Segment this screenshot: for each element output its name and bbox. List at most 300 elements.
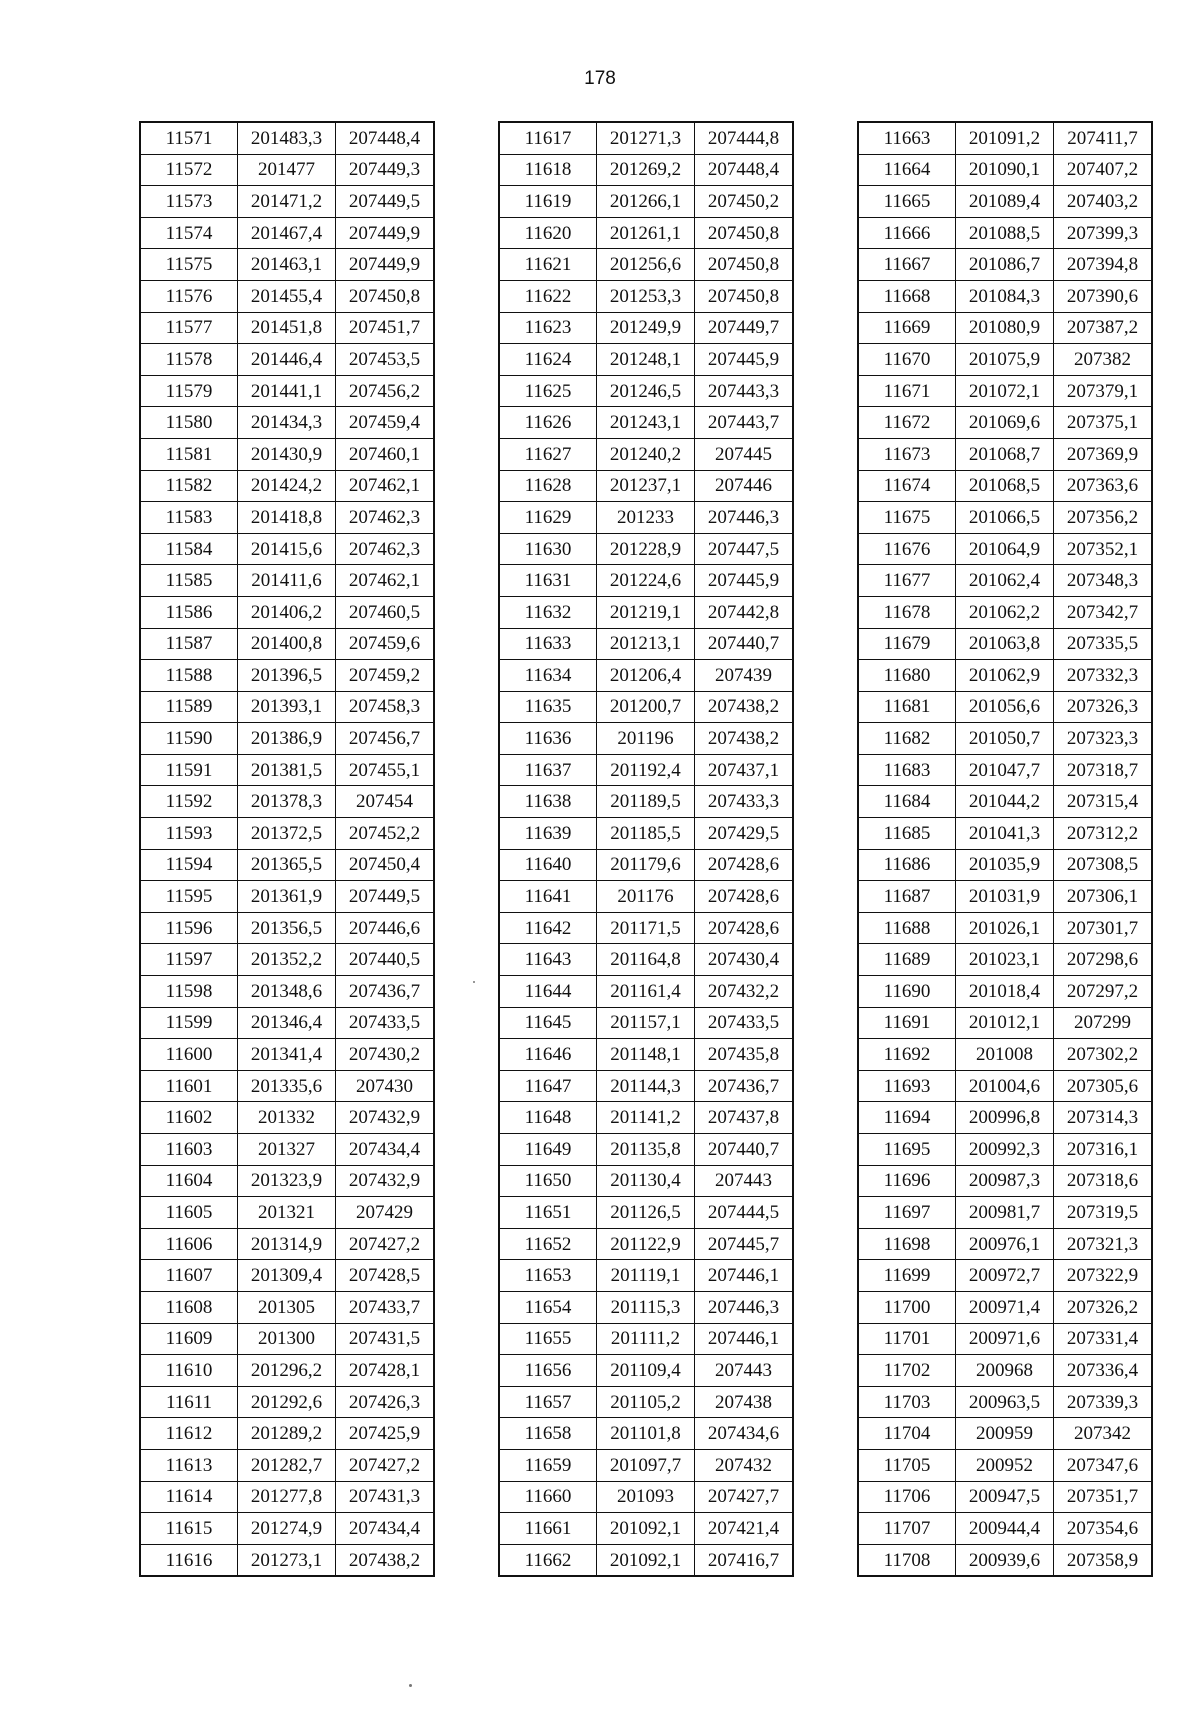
point-number-cell: 11707 — [858, 1513, 956, 1545]
table-row — [140, 1007, 434, 1039]
table-row — [140, 1165, 434, 1197]
y-coordinate-cell: 207462,3 — [336, 533, 435, 565]
y-coordinate-cell: 207449,7 — [695, 312, 794, 344]
point-number-cell: 11637 — [499, 754, 597, 786]
table-row — [140, 1197, 434, 1229]
table-row — [858, 1197, 1152, 1229]
point-number-cell: 11665 — [858, 186, 956, 218]
table-row — [140, 1323, 434, 1355]
table-row — [499, 1323, 793, 1355]
table-row — [858, 1513, 1152, 1545]
table-row — [140, 1291, 434, 1323]
y-coordinate-cell: 207302,2 — [1054, 1039, 1153, 1071]
y-coordinate-cell: 207459,4 — [336, 407, 435, 439]
scan-speck — [409, 1684, 412, 1687]
x-coordinate-cell: 201335,6 — [238, 1070, 336, 1102]
x-coordinate-cell: 201415,6 — [238, 533, 336, 565]
y-coordinate-cell: 207430,2 — [336, 1039, 435, 1071]
table-row — [140, 533, 434, 565]
point-number-cell: 11624 — [499, 344, 597, 376]
y-coordinate-cell: 207426,3 — [336, 1386, 435, 1418]
y-coordinate-cell: 207407,2 — [1054, 154, 1153, 186]
y-coordinate-cell: 207433,7 — [336, 1291, 435, 1323]
point-number-cell: 11597 — [140, 944, 238, 976]
table-row — [140, 280, 434, 312]
x-coordinate-cell: 201253,3 — [597, 280, 695, 312]
point-number-cell: 11634 — [499, 660, 597, 692]
y-coordinate-cell: 207437,8 — [695, 1102, 794, 1134]
y-coordinate-cell: 207449,5 — [336, 881, 435, 913]
table-row — [499, 565, 793, 597]
x-coordinate-cell: 201080,9 — [956, 312, 1054, 344]
point-number-cell: 11682 — [858, 723, 956, 755]
table-row — [140, 1355, 434, 1387]
y-coordinate-cell: 207326,2 — [1054, 1291, 1153, 1323]
x-coordinate-cell: 201062,9 — [956, 660, 1054, 692]
y-coordinate-cell: 207434,4 — [336, 1134, 435, 1166]
x-coordinate-cell: 201157,1 — [597, 1007, 695, 1039]
x-coordinate-cell: 201130,4 — [597, 1165, 695, 1197]
x-coordinate-cell: 201092,1 — [597, 1513, 695, 1545]
table-row — [499, 1386, 793, 1418]
y-coordinate-cell: 207443 — [695, 1355, 794, 1387]
point-number-cell: 11686 — [858, 849, 956, 881]
point-number-cell: 11692 — [858, 1039, 956, 1071]
table-row — [140, 375, 434, 407]
y-coordinate-cell: 207411,7 — [1054, 122, 1153, 154]
table-row — [499, 1513, 793, 1545]
x-coordinate-cell: 201109,4 — [597, 1355, 695, 1387]
x-coordinate-cell: 201305 — [238, 1291, 336, 1323]
table-row — [499, 1070, 793, 1102]
table-row — [499, 786, 793, 818]
point-number-cell: 11610 — [140, 1355, 238, 1387]
point-number-cell: 11700 — [858, 1291, 956, 1323]
y-coordinate-cell: 207421,4 — [695, 1513, 794, 1545]
x-coordinate-cell: 201072,1 — [956, 375, 1054, 407]
point-number-cell: 11589 — [140, 691, 238, 723]
y-coordinate-cell: 207435,8 — [695, 1039, 794, 1071]
y-coordinate-cell: 207403,2 — [1054, 186, 1153, 218]
point-number-cell: 11599 — [140, 1007, 238, 1039]
x-coordinate-cell: 201050,7 — [956, 723, 1054, 755]
y-coordinate-cell: 207316,1 — [1054, 1134, 1153, 1166]
point-number-cell: 11683 — [858, 754, 956, 786]
x-coordinate-cell: 201091,2 — [956, 122, 1054, 154]
x-coordinate-cell: 201346,4 — [238, 1007, 336, 1039]
table-row — [499, 186, 793, 218]
y-coordinate-cell: 207431,3 — [336, 1481, 435, 1513]
point-number-cell: 11652 — [499, 1228, 597, 1260]
point-number-cell: 11693 — [858, 1070, 956, 1102]
y-coordinate-cell: 207432,9 — [336, 1165, 435, 1197]
point-number-cell: 11681 — [858, 691, 956, 723]
table-row — [140, 912, 434, 944]
y-coordinate-cell: 207436,7 — [695, 1070, 794, 1102]
x-coordinate-cell: 201084,3 — [956, 280, 1054, 312]
x-coordinate-cell: 201365,5 — [238, 849, 336, 881]
point-number-cell: 11647 — [499, 1070, 597, 1102]
y-coordinate-cell: 207438,2 — [695, 691, 794, 723]
table-row — [858, 723, 1152, 755]
x-coordinate-cell: 200976,1 — [956, 1228, 1054, 1260]
x-coordinate-cell: 201289,2 — [238, 1418, 336, 1450]
y-coordinate-cell: 207433,5 — [336, 1007, 435, 1039]
y-coordinate-cell: 207315,4 — [1054, 786, 1153, 818]
point-number-cell: 11626 — [499, 407, 597, 439]
x-coordinate-cell: 201271,3 — [597, 122, 695, 154]
x-coordinate-cell: 201122,9 — [597, 1228, 695, 1260]
y-coordinate-cell: 207326,3 — [1054, 691, 1153, 723]
point-number-cell: 11587 — [140, 628, 238, 660]
point-number-cell: 11579 — [140, 375, 238, 407]
point-number-cell: 11676 — [858, 533, 956, 565]
y-coordinate-cell: 207460,1 — [336, 438, 435, 470]
x-coordinate-cell: 201424,2 — [238, 470, 336, 502]
point-number-cell: 11617 — [499, 122, 597, 154]
table-row — [499, 1291, 793, 1323]
y-coordinate-cell: 207459,6 — [336, 628, 435, 660]
point-number-cell: 11574 — [140, 217, 238, 249]
x-coordinate-cell: 201176 — [597, 881, 695, 913]
y-coordinate-cell: 207452,2 — [336, 818, 435, 850]
x-coordinate-cell: 201161,4 — [597, 976, 695, 1008]
y-coordinate-cell: 207427,2 — [336, 1449, 435, 1481]
y-coordinate-cell: 207352,1 — [1054, 533, 1153, 565]
table-row — [858, 1039, 1152, 1071]
y-coordinate-cell: 207450,4 — [336, 849, 435, 881]
y-coordinate-cell: 207428,6 — [695, 881, 794, 913]
x-coordinate-cell: 201240,2 — [597, 438, 695, 470]
point-number-cell: 11670 — [858, 344, 956, 376]
y-coordinate-cell: 207351,7 — [1054, 1481, 1153, 1513]
y-coordinate-cell: 207449,3 — [336, 154, 435, 186]
point-number-cell: 11663 — [858, 122, 956, 154]
y-coordinate-cell: 207442,8 — [695, 596, 794, 628]
x-coordinate-cell: 200972,7 — [956, 1260, 1054, 1292]
table-row — [499, 1197, 793, 1229]
y-coordinate-cell: 207455,1 — [336, 754, 435, 786]
x-coordinate-cell: 200981,7 — [956, 1197, 1054, 1229]
table-row — [858, 344, 1152, 376]
y-coordinate-cell: 207390,6 — [1054, 280, 1153, 312]
table-row — [499, 1418, 793, 1450]
y-coordinate-cell: 207332,3 — [1054, 660, 1153, 692]
y-coordinate-cell: 207445,9 — [695, 565, 794, 597]
point-number-cell: 11613 — [140, 1449, 238, 1481]
point-number-cell: 11638 — [499, 786, 597, 818]
x-coordinate-cell: 201047,7 — [956, 754, 1054, 786]
y-coordinate-cell: 207339,3 — [1054, 1386, 1153, 1418]
x-coordinate-cell: 201066,5 — [956, 502, 1054, 534]
point-number-cell: 11705 — [858, 1449, 956, 1481]
point-number-cell: 11646 — [499, 1039, 597, 1071]
y-coordinate-cell: 207462,3 — [336, 502, 435, 534]
x-coordinate-cell: 201088,5 — [956, 217, 1054, 249]
table-row — [858, 1228, 1152, 1260]
y-coordinate-cell: 207382 — [1054, 344, 1153, 376]
y-coordinate-cell: 207447,5 — [695, 533, 794, 565]
point-number-cell: 11576 — [140, 280, 238, 312]
point-number-cell: 11704 — [858, 1418, 956, 1450]
point-number-cell: 11696 — [858, 1165, 956, 1197]
x-coordinate-cell: 201062,2 — [956, 596, 1054, 628]
y-coordinate-cell: 207429 — [336, 1197, 435, 1229]
table-row — [499, 122, 793, 154]
point-number-cell: 11680 — [858, 660, 956, 692]
x-coordinate-cell: 201243,1 — [597, 407, 695, 439]
y-coordinate-cell: 207450,8 — [695, 249, 794, 281]
point-number-cell: 11687 — [858, 881, 956, 913]
table-row — [140, 628, 434, 660]
y-coordinate-cell: 207450,2 — [695, 186, 794, 218]
point-number-cell: 11627 — [499, 438, 597, 470]
table-row — [140, 1070, 434, 1102]
y-coordinate-cell: 207437,1 — [695, 754, 794, 786]
table-row — [499, 1260, 793, 1292]
point-number-cell: 11598 — [140, 976, 238, 1008]
point-number-cell: 11706 — [858, 1481, 956, 1513]
y-coordinate-cell: 207449,9 — [336, 249, 435, 281]
table-row — [140, 565, 434, 597]
table-row — [499, 154, 793, 186]
point-number-cell: 11667 — [858, 249, 956, 281]
x-coordinate-cell: 201089,4 — [956, 186, 1054, 218]
point-number-cell: 11656 — [499, 1355, 597, 1387]
point-number-cell: 11703 — [858, 1386, 956, 1418]
point-number-cell: 11575 — [140, 249, 238, 281]
y-coordinate-cell: 207450,8 — [695, 280, 794, 312]
point-number-cell: 11612 — [140, 1418, 238, 1450]
y-coordinate-cell: 207438,2 — [695, 723, 794, 755]
x-coordinate-cell: 201171,5 — [597, 912, 695, 944]
y-coordinate-cell: 207448,4 — [695, 154, 794, 186]
point-number-cell: 11625 — [499, 375, 597, 407]
point-number-cell: 11660 — [499, 1481, 597, 1513]
y-coordinate-cell: 207450,8 — [336, 280, 435, 312]
x-coordinate-cell: 201179,6 — [597, 849, 695, 881]
x-coordinate-cell: 201069,6 — [956, 407, 1054, 439]
x-coordinate-cell: 201144,3 — [597, 1070, 695, 1102]
x-coordinate-cell: 201246,5 — [597, 375, 695, 407]
table-row — [858, 438, 1152, 470]
point-number-cell: 11673 — [858, 438, 956, 470]
table-row — [499, 881, 793, 913]
y-coordinate-cell: 207440,7 — [695, 628, 794, 660]
table-row — [140, 438, 434, 470]
point-number-cell: 11604 — [140, 1165, 238, 1197]
x-coordinate-cell: 201185,5 — [597, 818, 695, 850]
x-coordinate-cell: 201068,7 — [956, 438, 1054, 470]
x-coordinate-cell: 201115,3 — [597, 1291, 695, 1323]
x-coordinate-cell: 201467,4 — [238, 217, 336, 249]
table-row — [499, 533, 793, 565]
y-coordinate-cell: 207318,7 — [1054, 754, 1153, 786]
x-coordinate-cell: 201386,9 — [238, 723, 336, 755]
table-row — [858, 1102, 1152, 1134]
table-row — [858, 470, 1152, 502]
point-number-cell: 11645 — [499, 1007, 597, 1039]
y-coordinate-cell: 207299 — [1054, 1007, 1153, 1039]
x-coordinate-cell: 201477 — [238, 154, 336, 186]
point-number-cell: 11590 — [140, 723, 238, 755]
y-coordinate-cell: 207379,1 — [1054, 375, 1153, 407]
point-number-cell: 11654 — [499, 1291, 597, 1323]
point-number-cell: 11698 — [858, 1228, 956, 1260]
table-row — [499, 375, 793, 407]
y-coordinate-cell: 207342 — [1054, 1418, 1153, 1450]
point-number-cell: 11578 — [140, 344, 238, 376]
table-row — [858, 818, 1152, 850]
x-coordinate-cell: 201141,2 — [597, 1102, 695, 1134]
point-number-cell: 11675 — [858, 502, 956, 534]
x-coordinate-cell: 201441,1 — [238, 375, 336, 407]
point-number-cell: 11607 — [140, 1260, 238, 1292]
table-row — [140, 1134, 434, 1166]
point-number-cell: 11629 — [499, 502, 597, 534]
point-number-cell: 11583 — [140, 502, 238, 534]
table-row — [858, 1481, 1152, 1513]
x-coordinate-cell: 201031,9 — [956, 881, 1054, 913]
table-row — [140, 470, 434, 502]
point-number-cell: 11595 — [140, 881, 238, 913]
table-row — [858, 1165, 1152, 1197]
point-number-cell: 11632 — [499, 596, 597, 628]
y-coordinate-cell: 207451,7 — [336, 312, 435, 344]
x-coordinate-cell: 200952 — [956, 1449, 1054, 1481]
x-coordinate-cell: 201269,2 — [597, 154, 695, 186]
point-number-cell: 11669 — [858, 312, 956, 344]
x-coordinate-cell: 201012,1 — [956, 1007, 1054, 1039]
y-coordinate-cell: 207354,6 — [1054, 1513, 1153, 1545]
table-row — [499, 1134, 793, 1166]
x-coordinate-cell: 201086,7 — [956, 249, 1054, 281]
point-number-cell: 11606 — [140, 1228, 238, 1260]
coordinate-table-1 — [139, 121, 435, 1577]
y-coordinate-cell: 207446,1 — [695, 1260, 794, 1292]
x-coordinate-cell: 201206,4 — [597, 660, 695, 692]
x-coordinate-cell: 201372,5 — [238, 818, 336, 850]
point-number-cell: 11679 — [858, 628, 956, 660]
x-coordinate-cell: 201249,9 — [597, 312, 695, 344]
x-coordinate-cell: 201396,5 — [238, 660, 336, 692]
y-coordinate-cell: 207301,7 — [1054, 912, 1153, 944]
x-coordinate-cell: 201378,3 — [238, 786, 336, 818]
point-number-cell: 11585 — [140, 565, 238, 597]
x-coordinate-cell: 201446,4 — [238, 344, 336, 376]
point-number-cell: 11588 — [140, 660, 238, 692]
point-number-cell: 11628 — [499, 470, 597, 502]
point-number-cell: 11623 — [499, 312, 597, 344]
table-row — [858, 533, 1152, 565]
table-row — [858, 1418, 1152, 1450]
x-coordinate-cell: 201393,1 — [238, 691, 336, 723]
table-row — [858, 186, 1152, 218]
x-coordinate-cell: 200992,3 — [956, 1134, 1054, 1166]
point-number-cell: 11658 — [499, 1418, 597, 1450]
x-coordinate-cell: 201092,1 — [597, 1544, 695, 1576]
x-coordinate-cell: 201292,6 — [238, 1386, 336, 1418]
x-coordinate-cell: 201063,8 — [956, 628, 1054, 660]
table-row — [858, 249, 1152, 281]
point-number-cell: 11596 — [140, 912, 238, 944]
point-number-cell: 11691 — [858, 1007, 956, 1039]
y-coordinate-cell: 207449,5 — [336, 186, 435, 218]
x-coordinate-cell: 201111,2 — [597, 1323, 695, 1355]
x-coordinate-cell: 201064,9 — [956, 533, 1054, 565]
point-number-cell: 11678 — [858, 596, 956, 628]
table-row — [140, 849, 434, 881]
point-number-cell: 11677 — [858, 565, 956, 597]
point-number-cell: 11600 — [140, 1039, 238, 1071]
y-coordinate-cell: 207363,6 — [1054, 470, 1153, 502]
x-coordinate-cell: 201352,2 — [238, 944, 336, 976]
x-coordinate-cell: 201381,5 — [238, 754, 336, 786]
point-number-cell: 11642 — [499, 912, 597, 944]
x-coordinate-cell: 201411,6 — [238, 565, 336, 597]
x-coordinate-cell: 201192,4 — [597, 754, 695, 786]
x-coordinate-cell: 201056,6 — [956, 691, 1054, 723]
table-row — [140, 881, 434, 913]
y-coordinate-cell: 207446,3 — [695, 502, 794, 534]
y-coordinate-cell: 207323,3 — [1054, 723, 1153, 755]
point-number-cell: 11651 — [499, 1197, 597, 1229]
point-number-cell: 11572 — [140, 154, 238, 186]
y-coordinate-cell: 207438,2 — [336, 1544, 435, 1576]
point-number-cell: 11685 — [858, 818, 956, 850]
x-coordinate-cell: 201044,2 — [956, 786, 1054, 818]
table-row — [140, 217, 434, 249]
y-coordinate-cell: 207446,1 — [695, 1323, 794, 1355]
coordinate-table-2 — [498, 121, 794, 1577]
table-row — [858, 502, 1152, 534]
x-coordinate-cell: 201273,1 — [238, 1544, 336, 1576]
table-row — [499, 596, 793, 628]
x-coordinate-cell: 201361,9 — [238, 881, 336, 913]
table-row — [140, 818, 434, 850]
x-coordinate-cell: 200959 — [956, 1418, 1054, 1450]
y-coordinate-cell: 207446,6 — [336, 912, 435, 944]
table-row — [140, 502, 434, 534]
point-number-cell: 11701 — [858, 1323, 956, 1355]
point-number-cell: 11639 — [499, 818, 597, 850]
table-row — [858, 375, 1152, 407]
y-coordinate-cell: 207387,2 — [1054, 312, 1153, 344]
point-number-cell: 11672 — [858, 407, 956, 439]
y-coordinate-cell: 207449,9 — [336, 217, 435, 249]
point-number-cell: 11611 — [140, 1386, 238, 1418]
point-number-cell: 11666 — [858, 217, 956, 249]
x-coordinate-cell: 201228,9 — [597, 533, 695, 565]
x-coordinate-cell: 201126,5 — [597, 1197, 695, 1229]
table-row — [140, 407, 434, 439]
x-coordinate-cell: 201026,1 — [956, 912, 1054, 944]
table-row — [499, 1165, 793, 1197]
table-row — [140, 1544, 434, 1576]
table-row — [140, 1481, 434, 1513]
y-coordinate-cell: 207319,5 — [1054, 1197, 1153, 1229]
table-row — [858, 944, 1152, 976]
x-coordinate-cell: 200971,6 — [956, 1323, 1054, 1355]
x-coordinate-cell: 201463,1 — [238, 249, 336, 281]
x-coordinate-cell: 201296,2 — [238, 1355, 336, 1387]
point-number-cell: 11603 — [140, 1134, 238, 1166]
point-number-cell: 11690 — [858, 976, 956, 1008]
x-coordinate-cell: 201455,4 — [238, 280, 336, 312]
y-coordinate-cell: 207443 — [695, 1165, 794, 1197]
point-number-cell: 11573 — [140, 186, 238, 218]
table-row — [140, 1513, 434, 1545]
